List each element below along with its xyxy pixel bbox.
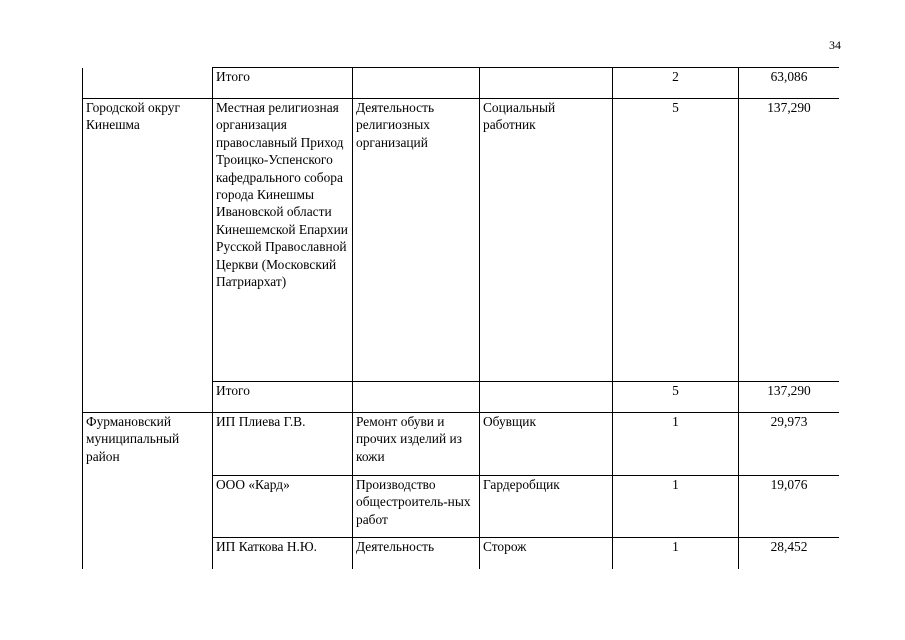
table-row bbox=[83, 476, 840, 538]
district-cell-empty bbox=[83, 68, 213, 99]
org-cell: ООО «Кард» bbox=[213, 476, 353, 538]
position-cell bbox=[480, 382, 613, 413]
activity-cell: Деятельность bbox=[353, 538, 480, 570]
org-cell: ИП Плиева Г.В. bbox=[213, 413, 353, 476]
salary-cell: 19,076 bbox=[739, 476, 840, 538]
table-row-total bbox=[83, 382, 840, 413]
position-cell bbox=[480, 68, 613, 99]
salary-cell: 137,290 bbox=[739, 99, 840, 382]
activity-cell: Деятельность религиозных организаций bbox=[353, 99, 480, 382]
vacancy-table bbox=[82, 67, 839, 569]
count-cell: 5 bbox=[613, 382, 739, 413]
district-cell: Фурмановский муниципальный район bbox=[83, 413, 213, 476]
position-cell: Гардеробщик bbox=[480, 476, 613, 538]
activity-cell bbox=[353, 68, 480, 99]
count-cell: 1 bbox=[613, 538, 739, 570]
activity-cell: Ремонт обуви и прочих изделий из кожи bbox=[353, 413, 480, 476]
page-number: 34 bbox=[829, 38, 841, 52]
activity-cell: Производство общестроитель-ных работ bbox=[353, 476, 480, 538]
salary-cell: 29,973 bbox=[739, 413, 840, 476]
vacancy-table-fragment bbox=[82, 67, 839, 569]
org-cell: Итого bbox=[213, 382, 353, 413]
district-cell-empty bbox=[83, 538, 213, 570]
position-cell: Социальный работник bbox=[480, 99, 613, 382]
org-cell: ИП Каткова Н.Ю. bbox=[213, 538, 353, 570]
count-cell: 2 bbox=[613, 68, 739, 99]
org-cell: Итого bbox=[213, 68, 353, 99]
position-cell: Обувщик bbox=[480, 413, 613, 476]
district-cell-empty bbox=[83, 476, 213, 538]
table-row bbox=[83, 413, 840, 476]
count-cell: 1 bbox=[613, 476, 739, 538]
district-cell-empty bbox=[83, 382, 213, 413]
org-cell: Местная религиозная организация православный Приход Троицко-Успенского кафедрального собора города Кинешмы Ивановской области Кинешемской Епархии Русской Православной Церкви (Московский Патриархат) bbox=[213, 99, 353, 382]
salary-cell: 137,290 bbox=[739, 382, 840, 413]
table-row bbox=[83, 99, 840, 382]
count-cell: 1 bbox=[613, 413, 739, 476]
position-cell: Сторож bbox=[480, 538, 613, 570]
salary-cell: 28,452 bbox=[739, 538, 840, 570]
table-row-total bbox=[83, 68, 840, 99]
count-cell: 5 bbox=[613, 99, 739, 382]
salary-cell: 63,086 bbox=[739, 68, 840, 99]
district-cell: Городской округ Кинешма bbox=[83, 99, 213, 382]
table-row bbox=[83, 538, 840, 570]
activity-cell bbox=[353, 382, 480, 413]
